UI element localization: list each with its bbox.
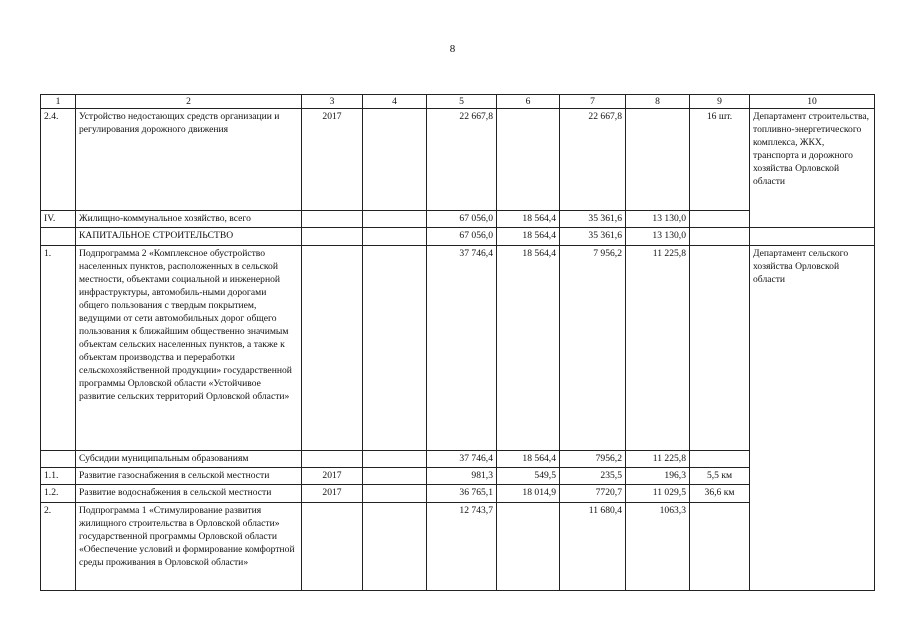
row-col9: 36,6 км: [690, 485, 750, 503]
table-row: [41, 228, 875, 246]
row-number: [41, 451, 76, 468]
row-name: Субсидии муниципальным образованиям: [76, 451, 302, 468]
row-number: 2.: [41, 503, 76, 591]
row-number: 2.4.: [41, 109, 76, 211]
row-col8: 1063,3: [626, 503, 690, 591]
row-col6: [497, 503, 560, 591]
row-col7: 35 361,6: [560, 228, 626, 246]
header-cell: 3: [302, 95, 363, 109]
row-col7: 235,5: [560, 468, 626, 485]
row-number: 1.2.: [41, 485, 76, 503]
row-col9: [690, 451, 750, 468]
row-col5: 981,3: [427, 468, 497, 485]
row-year: [302, 451, 363, 468]
row-col4: [363, 246, 427, 451]
row-name: Развитие водоснабжения в сельской местности: [76, 485, 302, 503]
header-cell: 5: [427, 95, 497, 109]
row-col8: [626, 109, 690, 211]
budget-table: [40, 94, 875, 591]
row-year: 2017: [302, 485, 363, 503]
header-cell: 2: [76, 95, 302, 109]
header-cell: 9: [690, 95, 750, 109]
header-cell: 7: [560, 95, 626, 109]
row-col9: 16 шт.: [690, 109, 750, 211]
row-name: Жилищно-коммунальное хозяйство, всего: [76, 211, 302, 228]
row-year: [302, 211, 363, 228]
row-col4: [363, 485, 427, 503]
row-col8: 196,3: [626, 468, 690, 485]
row-col7: 7720,7: [560, 485, 626, 503]
row-number: [41, 228, 76, 246]
row-col9: 5,5 км: [690, 468, 750, 485]
table-row: [41, 109, 875, 211]
row-col7: 35 361,6: [560, 211, 626, 228]
table-row: [41, 468, 875, 485]
row-col4: [363, 503, 427, 591]
row-col4: [363, 228, 427, 246]
row-col6: 549,5: [497, 468, 560, 485]
row-name: Подпрограмма 1 «Стимулирование развития жилищного строительства в Орловской области» государственной программы Орловской области «Обеспечение условий и формирование комфортной среды проживания в Орловской области»: [76, 503, 302, 591]
row-col4: [363, 468, 427, 485]
row-col9: [690, 503, 750, 591]
row-year: [302, 503, 363, 591]
row-col5: 67 056,0: [427, 211, 497, 228]
row-number: 1.: [41, 246, 76, 451]
row-year: 2017: [302, 468, 363, 485]
header-cell: 8: [626, 95, 690, 109]
row-col6: 18 564,4: [497, 211, 560, 228]
row-number: IV.: [41, 211, 76, 228]
table-row: [41, 503, 875, 591]
table-header-row: [41, 95, 875, 109]
row-col4: [363, 451, 427, 468]
row-number: 1.1.: [41, 468, 76, 485]
row-col4: [363, 109, 427, 211]
table-row: [41, 246, 875, 451]
row-year: [302, 228, 363, 246]
row-col6: 18 564,4: [497, 451, 560, 468]
row-year: [302, 246, 363, 451]
header-cell: 6: [497, 95, 560, 109]
header-cell: 4: [363, 95, 427, 109]
row-col4: [363, 211, 427, 228]
header-cell: 10: [750, 95, 875, 109]
row-name: КАПИТАЛЬНОЕ СТРОИТЕЛЬСТВО: [76, 228, 302, 246]
row-year: 2017: [302, 109, 363, 211]
row-col6: 18 564,4: [497, 246, 560, 451]
row-responsible: Департамент строительства, топливно-энергетического комплекса, ЖКХ, транспорта и дорожного хозяйства Орловской области: [750, 109, 875, 228]
row-col5: 22 667,8: [427, 109, 497, 211]
row-col5: 37 746,4: [427, 451, 497, 468]
row-col9: [690, 246, 750, 451]
row-name: Подпрограмма 2 «Комплексное обустройство населенных пунктов, расположенных в сельской местности, объектами социальной и инженерной инфраструктуры, автомобиль-ными дорогами общего пользования с твердым покрытием, ведущими от сети автомобильных дорог общего пользования к ближайшим общественно значимым объектам сельских населенных пунктов, а также к объектам производства и переработки сельскохозяйственной продукции» государственной программы Орловской области «Устойчивое развитие сельских территорий Орловской области»: [76, 246, 302, 451]
row-col8: 11 029,5: [626, 485, 690, 503]
row-responsible: [750, 228, 875, 246]
row-col5: 67 056,0: [427, 228, 497, 246]
row-col8: 13 130,0: [626, 228, 690, 246]
row-col7: 22 667,8: [560, 109, 626, 211]
row-col6: 18 564,4: [497, 228, 560, 246]
row-responsible: Департамент сельского хозяйства Орловской области: [750, 246, 875, 591]
row-col5: 37 746,4: [427, 246, 497, 451]
table-row: [41, 451, 875, 468]
row-name: Развитие газоснабжения в сельской местности: [76, 468, 302, 485]
row-col8: 11 225,8: [626, 451, 690, 468]
row-col5: 12 743,7: [427, 503, 497, 591]
header-cell: 1: [41, 95, 76, 109]
page-number: 8: [449, 43, 456, 55]
row-col6: 18 014,9: [497, 485, 560, 503]
row-col7: 7 956,2: [560, 246, 626, 451]
row-col7: 11 680,4: [560, 503, 626, 591]
table-row: [41, 211, 875, 228]
row-col9: [690, 211, 750, 228]
row-col8: 13 130,0: [626, 211, 690, 228]
row-col5: 36 765,1: [427, 485, 497, 503]
row-col9: [690, 228, 750, 246]
table-row: [41, 485, 875, 503]
row-col6: [497, 109, 560, 211]
row-name: Устройство недостающих средств организации и регулирования дорожного движения: [76, 109, 302, 211]
row-col8: 11 225,8: [626, 246, 690, 451]
row-col7: 7956,2: [560, 451, 626, 468]
